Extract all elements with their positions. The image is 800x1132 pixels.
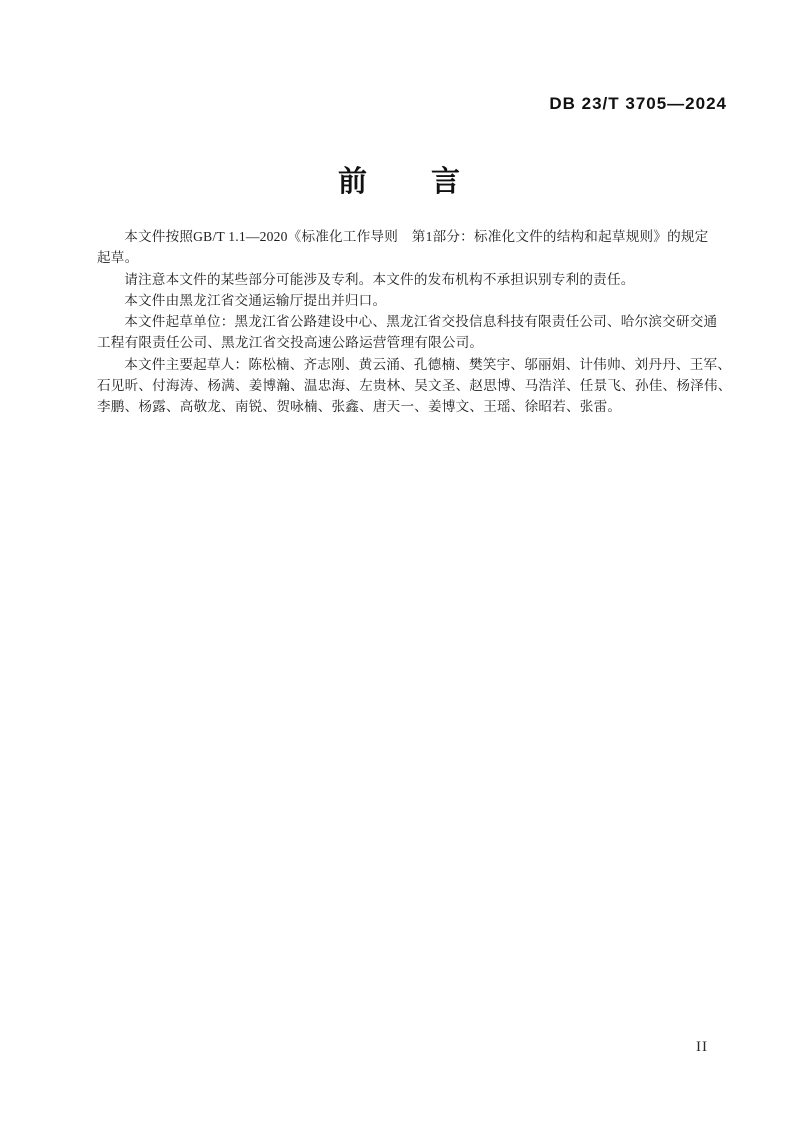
paragraph-5-line-1: 本文件主要起草人：陈松楠、齐志刚、黄云涌、孔德楠、樊笑宇、邬丽娟、计伟帅、刘丹丹、王军、: [124, 356, 732, 372]
paragraph-5-line-2: 石见昕、付海涛、杨满、姜博瀚、温忠海、左贵林、吴文圣、赵思博、马浩洋、任景飞、孙佳、杨泽伟、: [97, 378, 732, 394]
paragraph-4-line-2: 工程有限责任公司、黑龙江省交投高速公路运营管理有限公司。: [97, 335, 484, 351]
foreword-title: 前 言: [337, 166, 462, 198]
paragraph-1-line-2: 起草。: [97, 250, 139, 266]
page-number: II: [696, 1039, 708, 1055]
paragraph-3-line-1: 本文件由黑龙江省交通运输厅提出并归口。: [124, 292, 387, 308]
paragraph-5-line-3: 李鹏、杨露、高敬龙、南锐、贺咏楠、张鑫、唐天一、姜博文、王瑶、徐昭若、张雷。: [97, 399, 622, 415]
paragraph-2-line-1: 请注意本文件的某些部分可能涉及专利。本文件的发布机构不承担识别专利的责任。: [124, 271, 635, 287]
foreword-body: [97, 226, 732, 418]
doc-number: DB 23/T 3705—2024: [549, 94, 727, 113]
paragraph-1-line-1: 本文件按照GB/T 1.1—2020《标准化工作导则 第1部分：标准化文件的结构和起草规则》的规定: [124, 229, 709, 244]
paragraph-4-line-1: 本文件起草单位：黑龙江省公路建设中心、黑龙江省交投信息科技有限责任公司、哈尔滨交研交通: [124, 314, 718, 330]
